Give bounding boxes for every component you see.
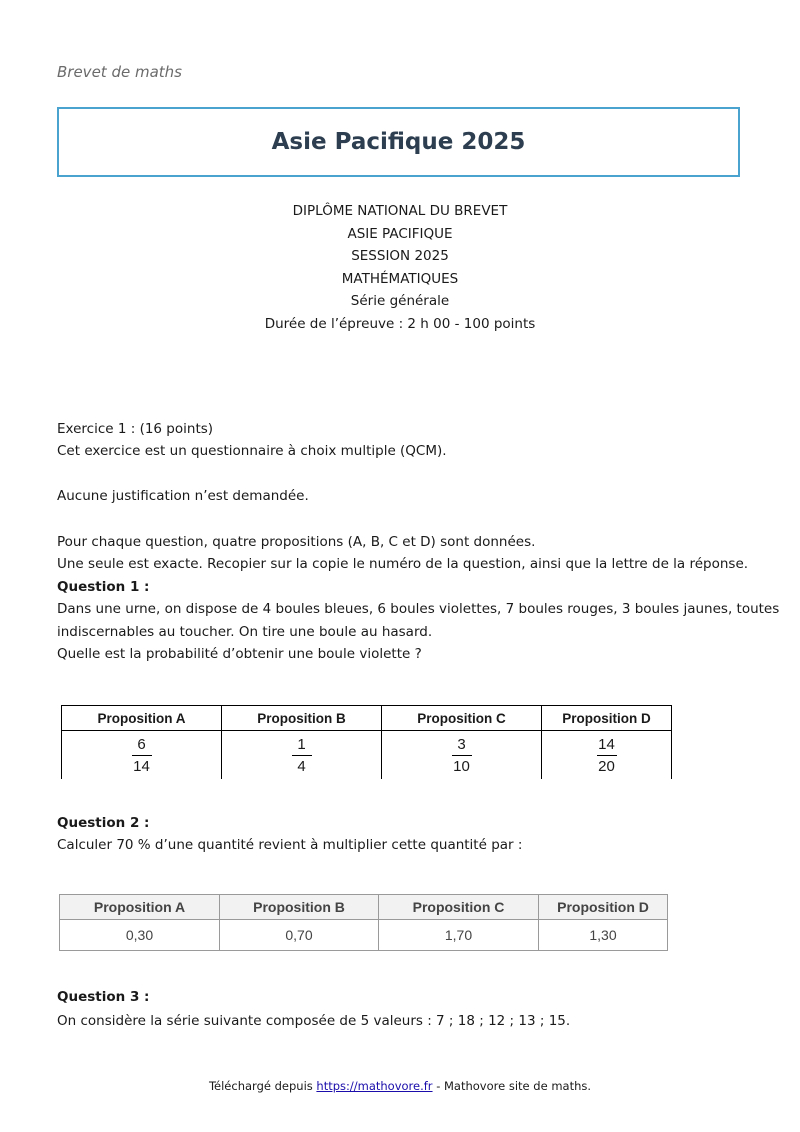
fraction-numerator: 6: [132, 736, 152, 756]
table-header: Proposition C: [379, 895, 539, 920]
exam-header: [0, 200, 800, 336]
proposition-a-cell: [62, 731, 222, 780]
table-header: Proposition A: [62, 706, 222, 731]
page-title: Asie Pacifique 2025: [271, 129, 526, 155]
question-2-propositions-table: [59, 894, 668, 951]
proposition-c-cell: 1,70: [379, 920, 539, 951]
fraction: [292, 736, 312, 775]
fraction-denominator: 14: [133, 757, 150, 775]
proposition-d-cell: [542, 731, 672, 780]
exam-header-line: MATHÉMATIQUES: [341, 270, 459, 287]
proposition-b-cell: 0,70: [220, 920, 379, 951]
exercise-instructions: Pour chaque question, quatre propositions (A, B, C et D) sont données.: [57, 534, 536, 550]
fraction-denominator: 20: [598, 757, 615, 775]
exam-header-line: ASIE PACIFIQUE: [347, 225, 453, 242]
exam-header-line: SESSION 2025: [351, 248, 449, 265]
footer-prefix: Téléchargé depuis: [208, 1079, 317, 1093]
fraction-denominator: 10: [453, 757, 470, 775]
proposition-c-cell: [382, 731, 542, 780]
footer-link[interactable]: https://mathovore.fr: [316, 1079, 433, 1093]
question-1-label: Question 1 :: [57, 579, 150, 595]
question-2-label: Question 2 :: [57, 815, 150, 831]
exam-header-line: Durée de l’épreuve : 2 h 00 - 100 points: [264, 315, 536, 332]
table-header: Proposition B: [222, 706, 382, 731]
question-1-text: Quelle est la probabilité d’obtenir une boule violette ?: [57, 646, 422, 662]
fraction: [597, 736, 617, 775]
table-header: Proposition C: [382, 706, 542, 731]
table-header: Proposition D: [542, 706, 672, 731]
exercise-no-justification: Aucune justification n’est demandée.: [57, 488, 309, 504]
question-3-text: On considère la série suivante composée de 5 valeurs : 7 ; 18 ; 12 ; 13 ; 15.: [57, 1013, 571, 1029]
fraction-numerator: 1: [292, 736, 312, 756]
exercise-intro: Cet exercice est un questionnaire à choix multiple (QCM).: [57, 443, 447, 459]
footer-suffix: - Mathovore site de maths.: [432, 1079, 592, 1093]
fraction: [132, 736, 152, 775]
fraction-denominator: 4: [297, 757, 306, 775]
question-1-propositions-table: [61, 705, 672, 779]
exam-header-line: Série générale: [350, 293, 450, 310]
table-header: Proposition D: [539, 895, 668, 920]
exam-header-line: DIPLÔME NATIONAL DU BREVET: [292, 203, 508, 219]
exercise-instructions: Une seule est exacte. Recopier sur la copie le numéro de la question, ainsi que la lettre de la réponse.: [57, 556, 749, 572]
question-1-text: indiscernables au toucher. On tire une boule au hasard.: [57, 624, 433, 640]
title-box: [57, 107, 740, 177]
question-3-label: Question 3 :: [57, 989, 150, 1005]
question-1-text: Dans une urne, on dispose de 4 boules bleues, 6 boules violettes, 7 boules rouges, 3 boules jaunes, toutes: [57, 601, 780, 617]
table-header: Proposition A: [60, 895, 220, 920]
proposition-d-cell: 1,30: [539, 920, 668, 951]
question-2-text: Calculer 70 % d’une quantité revient à multiplier cette quantité par :: [57, 837, 523, 853]
page-footer: [0, 1079, 800, 1093]
document-category-label: Brevet de maths: [57, 63, 182, 81]
proposition-b-cell: [222, 731, 382, 780]
fraction: [452, 736, 472, 775]
fraction-numerator: 3: [452, 736, 472, 756]
proposition-a-cell: 0,30: [60, 920, 220, 951]
fraction-numerator: 14: [597, 736, 617, 756]
table-header: Proposition B: [220, 895, 379, 920]
exercise-heading: Exercice 1 : (16 points): [57, 421, 214, 437]
